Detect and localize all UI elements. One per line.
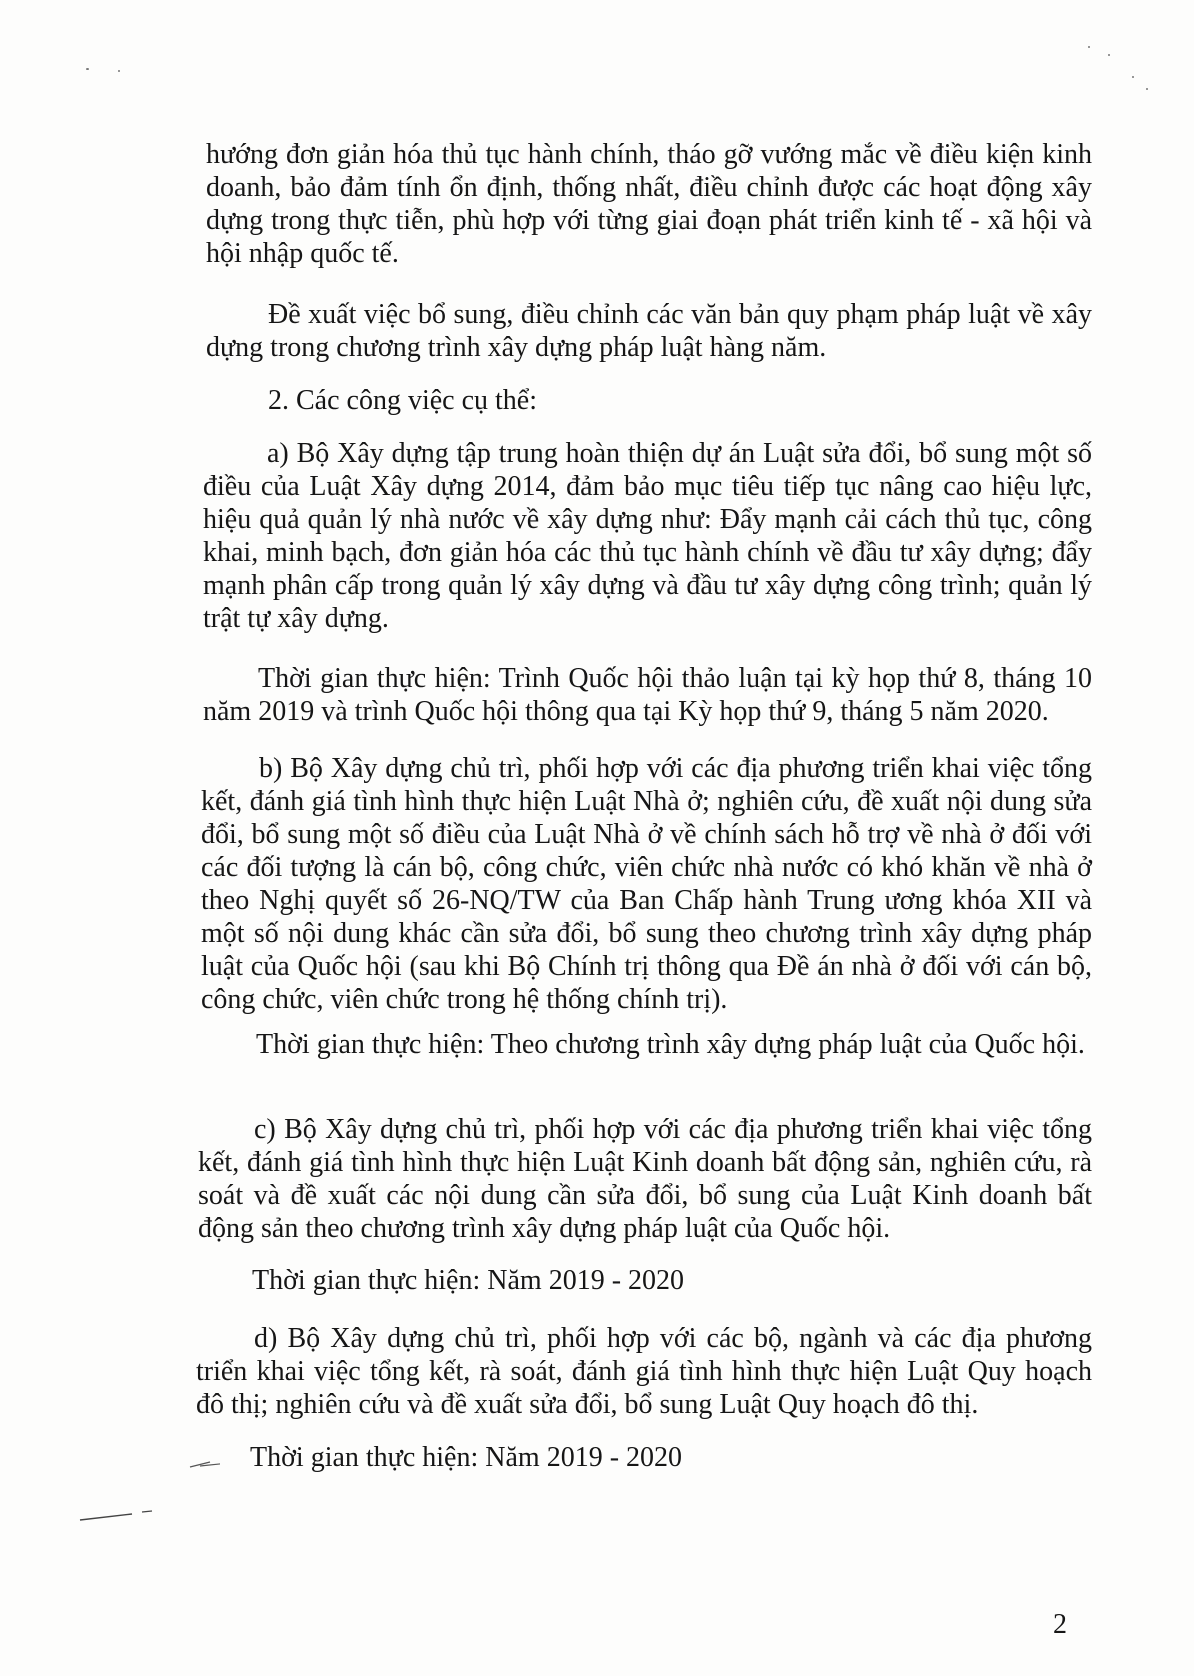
paragraph-item-b: b) Bộ Xây dựng chủ trì, phối hợp với các địa phương triển khai việc tổng kết, đánh giá tình hình thực hiện Luật Nhà ở; nghiên cứu, đề xuất nội dung sửa đổi, bổ sung một số điều của Luật Nhà ở về chính sách hỗ trợ về nhà ở đối với các đối tượng là cán bộ, công chức, viên chức nhà nước có khó khăn về nhà ở theo Nghị quyết số 26-NQ/TW của Ban Chấp hành Trung ương khóa XII và một số nội dung khác cần sửa đổi, bổ sung theo chương trình xây dựng pháp luật của Quốc hội (sau khi Bộ Chính trị thông qua Đề án nhà ở đối với cán bộ, công chức, viên chức trong hệ thống chính trị).	[201, 753, 1092, 1015]
paragraph-proposal: Đề xuất việc bổ sung, điều chỉnh các văn bản quy phạm pháp luật về xây dựng trong chương trình xây dựng pháp luật hàng năm.	[206, 299, 1092, 363]
paragraph-item-d-time: Thời gian thực hiện: Năm 2019 - 2020	[250, 1442, 683, 1473]
page-number: 2	[1053, 1609, 1067, 1640]
paragraph-item-d: d) Bộ Xây dựng chủ trì, phối hợp với các bộ, ngành và các địa phương triển khai việc tổng kết, rà soát, đánh giá tình hình thực hiện Luật Quy hoạch đô thị; nghiên cứu và đề xuất sửa đổi, bổ sung Luật Quy hoạch đô thị.	[196, 1323, 1092, 1420]
scan-speck	[1132, 76, 1134, 78]
paragraph-item-b-time: Thời gian thực hiện: Theo chương trình xây dựng pháp luật của Quốc hội.	[256, 1029, 1085, 1060]
paragraph-item-c: c) Bộ Xây dựng chủ trì, phối hợp với các địa phương triển khai việc tổng kết, đánh giá tình hình thực hiện Luật Kinh doanh bất động sản, nghiên cứu, rà soát và đề xuất các nội dung cần sửa đổi, bổ sung của Luật Kinh doanh bất động sản theo chương trình xây dựng pháp luật của Quốc hội.	[198, 1114, 1092, 1244]
section-heading-2: 2. Các công việc cụ thể:	[268, 385, 538, 416]
scan-stroke	[60, 1460, 220, 1530]
paragraph-continuation: hướng đơn giản hóa thủ tục hành chính, tháo gỡ vướng mắc về điều kiện kinh doanh, bảo đảm tính ổn định, thống nhất, điều chỉnh được các hoạt động xây dựng trong thực tiễn, phù hợp với từng giai đoạn phát triển kinh tế - xã hội và hội nhập quốc tế.	[206, 139, 1092, 269]
paragraph-item-a: a) Bộ Xây dựng tập trung hoàn thiện dự án Luật sửa đổi, bổ sung một số điều của Luật Xây dựng 2014, đảm bảo mục tiêu tiếp tục nâng cao hiệu lực, hiệu quả quản lý nhà nước về xây dựng như: Đẩy mạnh cải cách thủ tục, công khai, minh bạch, đơn giản hóa các thủ tục hành chính về đầu tư xây dựng; đẩy mạnh phân cấp trong quản lý xây dựng và đầu tư xây dựng công trình; quản lý trật tự xây dựng.	[203, 438, 1092, 634]
paragraph-item-c-time: Thời gian thực hiện: Năm 2019 - 2020	[252, 1265, 685, 1296]
scan-speck	[1108, 54, 1110, 56]
paragraph-item-a-time: Thời gian thực hiện: Trình Quốc hội thảo luận tại kỳ họp thứ 8, tháng 10 năm 2019 và trình Quốc hội thông qua tại Kỳ họp thứ 9, tháng 5 năm 2020.	[203, 663, 1092, 727]
scan-speck	[1088, 46, 1090, 48]
scan-speck	[118, 70, 120, 72]
scan-speck	[1146, 88, 1148, 90]
scan-speck	[86, 68, 89, 70]
